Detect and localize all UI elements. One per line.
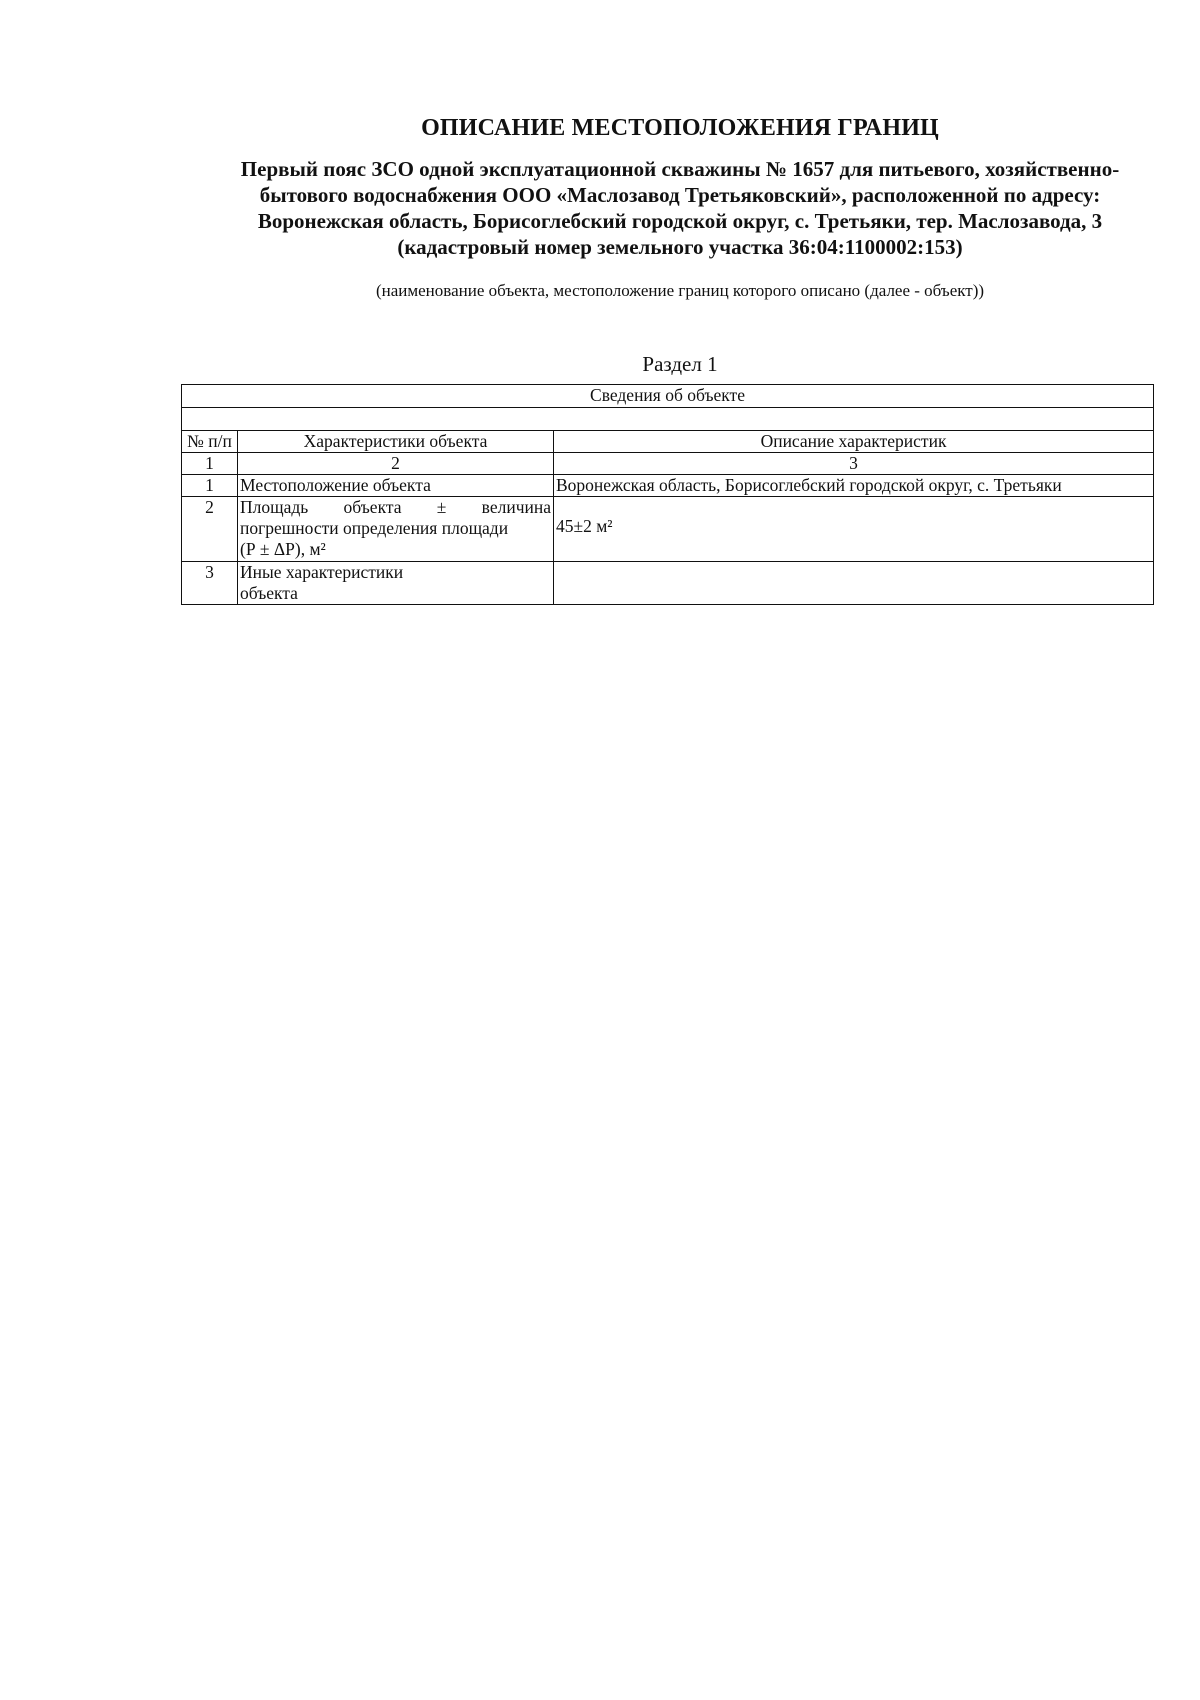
characteristic-line: Местоположение объекта <box>240 475 431 495</box>
column-number-cell: 3 <box>554 453 1154 475</box>
characteristic-line: погрешности определения площади <box>240 518 509 538</box>
row-number-cell: 1 <box>182 475 238 497</box>
column-number-cell: 1 <box>182 453 238 475</box>
characteristic-line: (Р ± ΔР), м² <box>240 539 326 559</box>
document-title: ОПИСАНИЕ МЕСТОПОЛОЖЕНИЯ ГРАНИЦ <box>421 115 939 141</box>
subtitle-line: Воронежская область, Борисоглебский городской округ, с. Третьяки, тер. Маслозавода, 3 <box>257 209 1103 233</box>
object-info-table <box>181 384 1154 605</box>
table-empty-row <box>182 408 1154 431</box>
object-name-caption: (наименование объекта, местоположение границ которого описано (далее - объект)) <box>375 281 985 300</box>
document-subtitle <box>180 156 1180 260</box>
characteristic-cell <box>238 562 554 605</box>
subtitle-line: бытового водоснабжения ООО «Маслозавод Третьяковский», расположенной по адресу: <box>259 183 1101 207</box>
subtitle-line: Первый пояс ЗСО одной эксплуатационной скважины № 1657 для питьевого, хозяйственно- <box>240 157 1120 181</box>
table-empty-cell <box>182 408 1154 431</box>
description-cell: Воронежская область, Борисоглебский городской округ, с. Третьяки <box>554 475 1154 497</box>
table-column-number-row <box>182 453 1154 475</box>
description-cell: 45±2 м² <box>554 497 1154 562</box>
header-cell-characteristic: Характеристики объекта <box>238 431 554 453</box>
section-label: Раздел 1 <box>642 352 718 376</box>
row-number-cell: 3 <box>182 562 238 605</box>
characteristic-line: объекта <box>240 583 298 603</box>
table-header-row <box>182 431 1154 453</box>
table-title-row <box>182 385 1154 408</box>
subtitle-line: (кадастровый номер земельного участка 36:04:1100002:153) <box>397 235 963 259</box>
description-cell <box>554 562 1154 605</box>
column-number-cell: 2 <box>238 453 554 475</box>
header-cell-number: № п/п <box>182 431 238 453</box>
characteristic-line: Иные характеристики <box>240 562 404 582</box>
table-row <box>182 562 1154 605</box>
table-row <box>182 475 1154 497</box>
characteristic-cell <box>238 497 554 562</box>
table-title: Сведения об объекте <box>182 385 1154 408</box>
characteristic-cell <box>238 475 554 497</box>
table-row <box>182 497 1154 562</box>
characteristic-line: Площадь объекта ± величина <box>240 497 551 517</box>
row-number-cell: 2 <box>182 497 238 562</box>
header-cell-description: Описание характеристик <box>554 431 1154 453</box>
